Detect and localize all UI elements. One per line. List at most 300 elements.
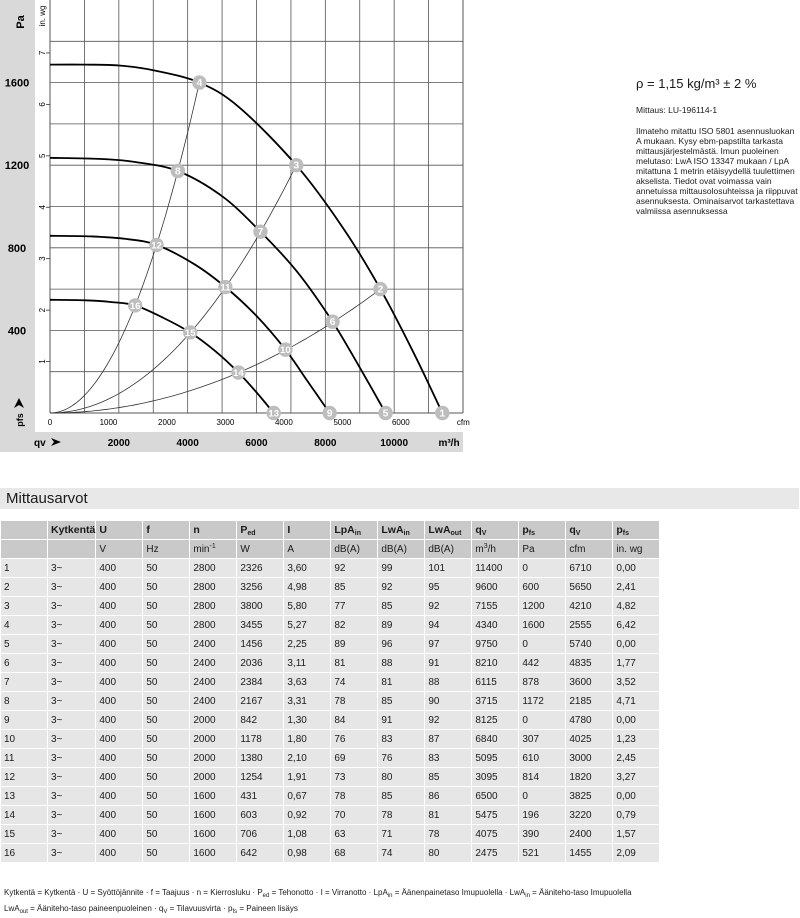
table-row	[1, 787, 659, 805]
measurement-note: Ilmateho mitattu ISO 5801 asennusluokan A mukaan. Kysy ebm-papstilta tarkasta mittausjärjestelmästä. Imun puoleinen melutaso: LwA ISO 13347 mukaan / LpA mitattuna 1 metrin etäisyydellä tuulettimen akselista. Tiedot ovat voimassa vain annetuissa mittausolosuhteissa ja riippuvat asennuksesta. Ominaisarvot tarkastettava valmiissa asennuksessa	[636, 126, 800, 216]
column-unit	[613, 540, 659, 558]
table-cell: 0	[519, 559, 565, 577]
y-tick-label-inwg: 1	[38, 359, 47, 364]
table-cell: 1456	[237, 635, 283, 653]
table-cell: 0,00	[613, 787, 659, 805]
legend-text: LwA	[4, 904, 20, 913]
table-cell: 3~	[48, 711, 95, 729]
table-cell: 9750	[472, 635, 518, 653]
column-header-label: f	[146, 524, 150, 536]
column-unit	[143, 540, 189, 558]
marker-label: 12	[151, 240, 162, 251]
table-cell: 706	[237, 825, 283, 843]
column-header	[284, 521, 330, 539]
table-cell: 50	[143, 673, 189, 691]
y-tick-label-pa: 1200	[5, 160, 29, 172]
table-cell: 88	[378, 654, 424, 672]
table-cell: 2167	[237, 692, 283, 710]
table-row	[1, 673, 659, 691]
table-cell: 78	[331, 692, 377, 710]
x-axis-label-m3h: m³/h	[438, 438, 459, 449]
table-cell: 78	[425, 825, 471, 843]
x-tick-label-m3h: 6000	[245, 438, 268, 449]
section-title: Mittausarvot	[6, 490, 88, 507]
table-cell: 16	[1, 844, 47, 862]
table-cell: 400	[96, 768, 142, 786]
measurement-info	[636, 76, 800, 216]
operating-point-marker	[278, 342, 292, 356]
table-cell: 6710	[566, 559, 612, 577]
marker-label: 3	[293, 160, 299, 172]
table-cell: 3,63	[284, 673, 330, 691]
legend-text: = Tehonotto · I = Virranotto · LpA	[269, 888, 387, 897]
table-cell: 85	[331, 578, 377, 596]
column-unit	[566, 540, 612, 558]
table-cell: 50	[143, 616, 189, 634]
column-header-label: p	[616, 524, 622, 536]
table-cell: 3,27	[613, 768, 659, 786]
table-row	[1, 730, 659, 748]
table-cell: 94	[425, 616, 471, 634]
table-cell: 4,82	[613, 597, 659, 615]
table-cell: 3~	[48, 825, 95, 843]
table-cell: 50	[143, 825, 189, 843]
table-cell: 4	[1, 616, 47, 634]
table-cell: 400	[96, 597, 142, 615]
table-cell: 2400	[190, 654, 236, 672]
table-cell: 0,92	[284, 806, 330, 824]
fan-performance-chart	[0, 0, 470, 456]
y-tick-label-inwg: 2	[38, 307, 47, 312]
column-unit	[190, 540, 236, 558]
table-cell: 50	[143, 844, 189, 862]
table-cell: 6115	[472, 673, 518, 691]
table-cell: 92	[378, 578, 424, 596]
column-unit	[472, 540, 518, 558]
table-cell: 2800	[190, 597, 236, 615]
unit-label: W	[240, 544, 249, 555]
table-units-row	[1, 540, 659, 558]
table-cell: 3715	[472, 692, 518, 710]
table-cell: 73	[331, 768, 377, 786]
table-cell: 74	[331, 673, 377, 691]
marker-label: 6	[330, 316, 336, 328]
table-cell: 10	[1, 730, 47, 748]
table-cell: 86	[425, 787, 471, 805]
legend-text: = Äänitehо-taso Imupuolella	[530, 888, 632, 897]
table-cell: 0	[519, 787, 565, 805]
table-cell: 92	[425, 711, 471, 729]
table-cell: 390	[519, 825, 565, 843]
marker-label: 10	[280, 345, 291, 356]
table-cell: 5740	[566, 635, 612, 653]
table-cell: 400	[96, 787, 142, 805]
column-header-label: q	[569, 524, 575, 536]
table-cell: 0	[519, 635, 565, 653]
table-cell: 400	[96, 578, 142, 596]
column-unit	[519, 540, 565, 558]
column-header-label: LwA	[428, 524, 450, 536]
table-cell: 2326	[237, 559, 283, 577]
column-header-subscript: in	[404, 530, 410, 537]
table-cell: 4,71	[613, 692, 659, 710]
section-header	[0, 488, 799, 509]
table-cell: 2000	[190, 749, 236, 767]
table-cell: 400	[96, 616, 142, 634]
table-cell: 97	[425, 635, 471, 653]
table-cell: 600	[519, 578, 565, 596]
left-axis-band	[0, 0, 35, 452]
x-tick-label-cfm: 5000	[333, 418, 351, 427]
table-cell: 7155	[472, 597, 518, 615]
legend-subscript: fs	[233, 909, 238, 915]
table-cell: 1600	[190, 806, 236, 824]
table-cell: 3~	[48, 768, 95, 786]
table-cell: 3220	[566, 806, 612, 824]
table-cell: 1172	[519, 692, 565, 710]
table-cell: 400	[96, 844, 142, 862]
column-header	[472, 521, 518, 539]
table-cell: 78	[378, 806, 424, 824]
table-cell: 2036	[237, 654, 283, 672]
table-cell: 2,10	[284, 749, 330, 767]
table-cell: 8210	[472, 654, 518, 672]
column-header-subscript: ed	[247, 530, 255, 537]
table-cell: 8125	[472, 711, 518, 729]
table-cell: 85	[378, 692, 424, 710]
table-cell: 1600	[190, 787, 236, 805]
table-cell: 92	[425, 597, 471, 615]
column-header	[378, 521, 424, 539]
table-cell: 2	[1, 578, 47, 596]
table-cell: 50	[143, 711, 189, 729]
table-cell: 3800	[237, 597, 283, 615]
operating-point-marker	[325, 315, 339, 329]
table-cell: 99	[378, 559, 424, 577]
x-tick-label-m3h: 8000	[314, 438, 337, 449]
table-cell: 90	[425, 692, 471, 710]
marker-label: 8	[175, 165, 181, 177]
table-cell: 3~	[48, 635, 95, 653]
marker-label: 2	[377, 284, 383, 296]
x-tick-label-cfm: 4000	[275, 418, 293, 427]
operating-point-marker	[289, 158, 303, 172]
table-cell: 3~	[48, 654, 95, 672]
column-unit	[378, 540, 424, 558]
table-cell: 3~	[48, 597, 95, 615]
table-row	[1, 654, 659, 672]
table-cell: 1,77	[613, 654, 659, 672]
table-cell: 85	[378, 787, 424, 805]
table-cell: 1178	[237, 730, 283, 748]
table-row	[1, 692, 659, 710]
unit-label: Pa	[522, 544, 534, 555]
table-cell: 3~	[48, 578, 95, 596]
table-cell: 3	[1, 597, 47, 615]
table-cell: 400	[96, 559, 142, 577]
x-tick-label-cfm: 1000	[100, 418, 118, 427]
column-header	[613, 521, 659, 539]
table-row	[1, 749, 659, 767]
operating-point-marker	[435, 406, 449, 420]
unit-label: dB(A)	[428, 544, 454, 555]
table-cell: 814	[519, 768, 565, 786]
y-axis-label-pfs: pfs	[15, 413, 25, 427]
table-cell: 3095	[472, 768, 518, 786]
column-header	[425, 521, 471, 539]
table-cell: 400	[96, 711, 142, 729]
table-cell: 0,00	[613, 635, 659, 653]
table-cell: 2,25	[284, 635, 330, 653]
table-cell: 80	[425, 844, 471, 862]
table-cell: 2475	[472, 844, 518, 862]
table-cell: 521	[519, 844, 565, 862]
table-cell: 1600	[190, 844, 236, 862]
table-cell: 642	[237, 844, 283, 862]
column-header-label: I	[287, 524, 290, 536]
table-cell: 83	[425, 749, 471, 767]
y-tick-label-pa: 1600	[5, 78, 29, 90]
unit-label: Hz	[146, 544, 158, 555]
marker-label: 1	[439, 408, 445, 420]
column-header-subscript: V	[482, 530, 487, 537]
table-cell: 1200	[519, 597, 565, 615]
marker-label: 5	[383, 408, 389, 420]
table-cell: 82	[331, 616, 377, 634]
table-cell: 50	[143, 787, 189, 805]
column-header-subscript: out	[451, 530, 462, 537]
x-tick-label-cfm: 0	[48, 418, 53, 427]
y-tick-label-pa: 800	[8, 243, 26, 255]
table-cell: 1,80	[284, 730, 330, 748]
measurement-id: Mittaus: LU-196114-1	[636, 105, 800, 115]
table-cell: 4,98	[284, 578, 330, 596]
unit-label: in. wg	[616, 544, 642, 555]
table-row	[1, 578, 659, 596]
marker-label: 14	[233, 368, 244, 379]
legend-subscript: V	[163, 909, 167, 915]
table-cell: 14	[1, 806, 47, 824]
unit-label: dB(A)	[381, 544, 407, 555]
table-cell: 2000	[190, 730, 236, 748]
operating-point-marker	[373, 282, 387, 296]
table-cell: 6840	[472, 730, 518, 748]
table-cell: 85	[425, 768, 471, 786]
unit-tail: /h	[488, 544, 496, 555]
table-cell: 63	[331, 825, 377, 843]
legend-text: = Paineen lisäys	[237, 904, 298, 913]
legend-text: = Äänenpainetaso Imupuolella · LwA	[392, 888, 525, 897]
table-cell: 400	[96, 635, 142, 653]
table-cell: 2,41	[613, 578, 659, 596]
table-cell: 2555	[566, 616, 612, 634]
table-cell: 2800	[190, 559, 236, 577]
operating-point-marker	[378, 406, 392, 420]
table-cell: 3~	[48, 806, 95, 824]
column-header-subscript: in	[355, 530, 361, 537]
legend-text: Kytkentä = Kytkentä · U = Syöttöjännite · f = Taajuus · n = Kierrosluku · P	[4, 888, 263, 897]
column-header-label: U	[99, 524, 107, 536]
table-cell: 78	[331, 787, 377, 805]
legend-subscript: ed	[263, 893, 270, 899]
table-cell: 81	[331, 654, 377, 672]
table-cell: 89	[331, 635, 377, 653]
table-cell: 2400	[566, 825, 612, 843]
table-cell: 96	[378, 635, 424, 653]
table-cell: 1820	[566, 768, 612, 786]
operating-point-marker	[253, 224, 267, 238]
table-row	[1, 844, 659, 862]
table-cell: 1	[1, 559, 47, 577]
legend-line-1	[4, 887, 796, 903]
table-cell: 1600	[190, 825, 236, 843]
column-header-label: Kytkentä	[51, 524, 95, 536]
column-header	[566, 521, 612, 539]
table-cell: 50	[143, 730, 189, 748]
column-header-subscript: V	[576, 530, 581, 537]
table-cell: 3~	[48, 749, 95, 767]
table-cell: 3~	[48, 616, 95, 634]
unit-label: dB(A)	[334, 544, 360, 555]
column-header-label: LwA	[381, 524, 403, 536]
table-cell: 0,00	[613, 559, 659, 577]
table-cell: 0,98	[284, 844, 330, 862]
table-cell: 68	[331, 844, 377, 862]
table-cell: 3455	[237, 616, 283, 634]
table-cell: 2384	[237, 673, 283, 691]
table-cell: 3,11	[284, 654, 330, 672]
table-cell: 1600	[519, 616, 565, 634]
table-cell: 3~	[48, 673, 95, 691]
table-cell: 842	[237, 711, 283, 729]
table-cell: 70	[331, 806, 377, 824]
y-tick-label-inwg: 4	[38, 204, 47, 209]
table-cell: 9	[1, 711, 47, 729]
column-header	[96, 521, 142, 539]
unit-label: min	[193, 544, 209, 555]
table-row	[1, 711, 659, 729]
table-header-row	[1, 521, 659, 539]
table-cell: 6	[1, 654, 47, 672]
legend-subscript: in	[525, 893, 530, 899]
column-header-label: n	[193, 524, 199, 536]
table-cell: 2400	[190, 635, 236, 653]
table-cell: 50	[143, 635, 189, 653]
table-cell: 3,52	[613, 673, 659, 691]
table-cell: 307	[519, 730, 565, 748]
table-cell: 91	[378, 711, 424, 729]
table-cell: 878	[519, 673, 565, 691]
table-cell: 0,67	[284, 787, 330, 805]
table-cell: 92	[331, 559, 377, 577]
table-row	[1, 806, 659, 824]
table-cell: 431	[237, 787, 283, 805]
column-header	[190, 521, 236, 539]
legend-subscript: in	[388, 893, 393, 899]
column-header-label: q	[475, 524, 481, 536]
table-cell: 400	[96, 654, 142, 672]
table-cell: 4835	[566, 654, 612, 672]
operating-point-marker	[183, 325, 197, 339]
table-row	[1, 825, 659, 843]
unit-label: cfm	[569, 544, 585, 555]
table-cell: 1,23	[613, 730, 659, 748]
table-cell: 74	[378, 844, 424, 862]
column-header-label: LpA	[334, 524, 354, 536]
x-tick-label-cfm: 6000	[392, 418, 410, 427]
column-header	[1, 521, 47, 539]
table-cell: 5650	[566, 578, 612, 596]
table-cell: 3600	[566, 673, 612, 691]
table-cell: 6500	[472, 787, 518, 805]
y-axis-label-pa: Pa	[15, 14, 27, 28]
column-unit	[1, 540, 47, 558]
table-cell: 5475	[472, 806, 518, 824]
table-cell: 3000	[566, 749, 612, 767]
table-cell: 69	[331, 749, 377, 767]
operating-point-marker	[192, 75, 206, 89]
table-cell: 4025	[566, 730, 612, 748]
marker-label: 11	[220, 283, 231, 294]
column-unit	[96, 540, 142, 558]
table-cell: 81	[425, 806, 471, 824]
table-cell: 8	[1, 692, 47, 710]
table-cell: 1380	[237, 749, 283, 767]
table-cell: 81	[378, 673, 424, 691]
air-density: ρ = 1,15 kg/m³ ± 2 %	[636, 76, 800, 91]
table-cell: 91	[425, 654, 471, 672]
table-cell: 1,08	[284, 825, 330, 843]
table-cell: 400	[96, 825, 142, 843]
column-header-label: p	[522, 524, 528, 536]
table-cell: 1455	[566, 844, 612, 862]
table-cell: 603	[237, 806, 283, 824]
marker-label: 15	[185, 328, 196, 339]
operating-point-marker	[128, 298, 142, 312]
table-cell: 76	[331, 730, 377, 748]
legend-subscript: out	[20, 909, 28, 915]
table-cell: 2400	[190, 692, 236, 710]
table-cell: 77	[331, 597, 377, 615]
table-cell: 3825	[566, 787, 612, 805]
table-cell: 50	[143, 654, 189, 672]
table-cell: 5,27	[284, 616, 330, 634]
table-cell: 1,30	[284, 711, 330, 729]
y-tick-label-inwg: 5	[38, 153, 47, 158]
table-row	[1, 616, 659, 634]
table-cell: 95	[425, 578, 471, 596]
unit-superscript: 3	[484, 543, 488, 550]
table-cell: 400	[96, 692, 142, 710]
column-header-subscript: fs	[623, 530, 629, 537]
table-cell: 11400	[472, 559, 518, 577]
column-header	[331, 521, 377, 539]
table-cell: 71	[378, 825, 424, 843]
table-cell: 50	[143, 692, 189, 710]
legend-text: = Tilavuusvirta · p	[167, 904, 232, 913]
table-cell: 3~	[48, 730, 95, 748]
table-cell: 1254	[237, 768, 283, 786]
table-cell: 15	[1, 825, 47, 843]
table-cell: 400	[96, 673, 142, 691]
table-cell: 400	[96, 749, 142, 767]
y-axis-label-inwg: in. wg	[38, 6, 47, 27]
column-unit	[48, 540, 95, 558]
table-cell: 400	[96, 806, 142, 824]
column-header	[237, 521, 283, 539]
marker-label: 4	[196, 77, 202, 89]
y-tick-label-inwg: 3	[38, 256, 47, 261]
